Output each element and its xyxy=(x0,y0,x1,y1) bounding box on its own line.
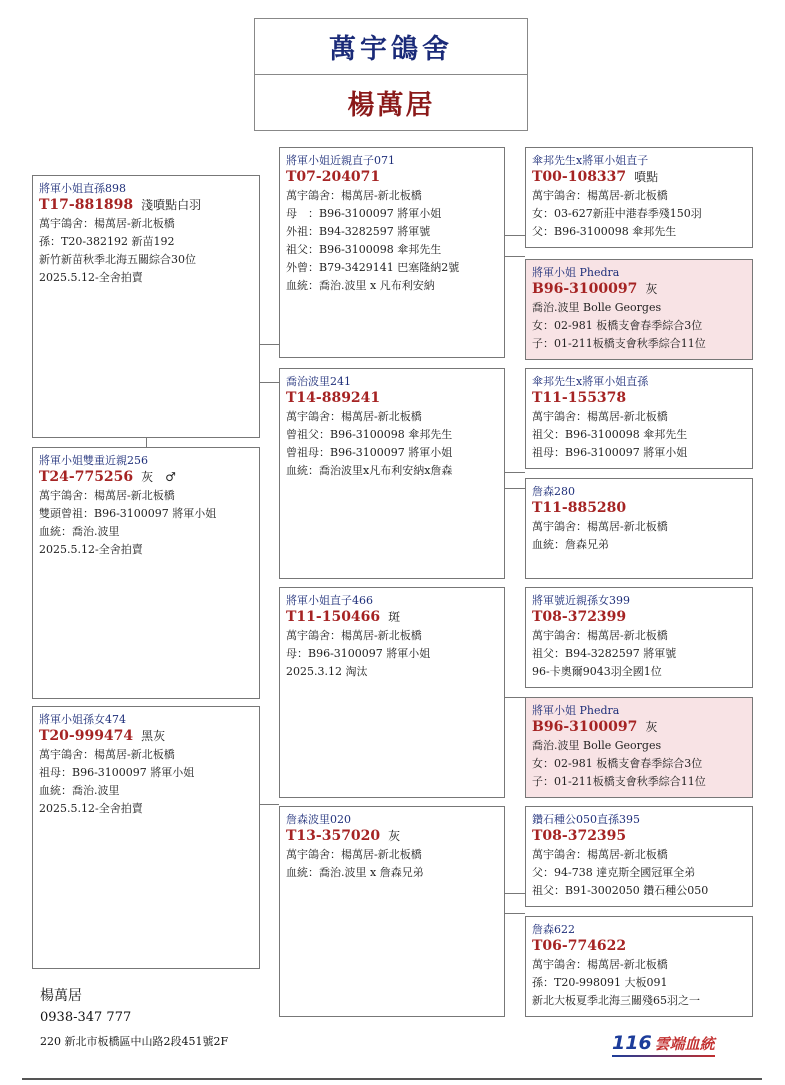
ring-number: T11-885280 xyxy=(532,500,627,516)
feather-color: 黑灰 xyxy=(141,729,166,743)
pedigree-card-sire xyxy=(279,147,505,358)
info-line: 萬宇鴿舍：楊萬居-新北板橋 xyxy=(39,489,175,502)
info-line: 母：B96-3100097 將軍小姐 xyxy=(286,647,431,660)
info-line: 萬宇鴿舍：楊萬居-新北板橋 xyxy=(286,629,422,642)
pedigree-card-dam-sire xyxy=(525,368,753,469)
info-line: 祖母：B96-3100097 將軍小姐 xyxy=(39,766,195,779)
info-line: 孫：T20-382192 新苗192 xyxy=(39,235,175,248)
pedigree-card-dam-dam xyxy=(525,478,753,579)
info-line: 血統：喬治.波里 xyxy=(39,784,120,797)
info-line: 外祖：B94-3282597 將軍號 xyxy=(286,225,431,238)
pigeon-name: 將軍小姐孫女474 xyxy=(39,713,126,726)
info-line: 女：02-981 板橋支會春季綜合3位 xyxy=(532,757,703,770)
feather-color: 灰 xyxy=(388,829,401,843)
pigeon-name: 將軍小姐 Phedra xyxy=(532,266,620,279)
info-line: 萬宇鴿舍：楊萬居-新北板橋 xyxy=(532,848,668,861)
info-line: 女：02-981 板橋支會春季綜合3位 xyxy=(532,319,703,332)
connector-line xyxy=(259,382,279,383)
info-line: 2025.5.12-全舍拍賣 xyxy=(39,271,143,284)
connector-line xyxy=(259,804,279,805)
ring-number: T08-372395 xyxy=(532,828,627,844)
info-line: 血統：喬治.波里 xyxy=(39,525,120,538)
info-line: 子：01-211板橋支會秋季綜合11位 xyxy=(532,337,706,350)
info-line: 萬宇鴿舍：楊萬居-新北板橋 xyxy=(286,189,422,202)
header-owner-box xyxy=(254,74,528,131)
info-line: 萬宇鴿舍：楊萬居-新北板橋 xyxy=(286,410,422,423)
info-line: 萬宇鴿舍：楊萬居-新北板橋 xyxy=(39,748,175,761)
pedigree-card-pair2-dam xyxy=(279,806,505,1017)
pedigree-card-pair2-dam-dam xyxy=(525,916,753,1017)
pigeon-name: 鑽石種公050直孫395 xyxy=(532,813,640,826)
pigeon-name: 將軍小姐直孫898 xyxy=(39,182,126,195)
pigeon-name: 喬治波里241 xyxy=(286,375,351,388)
info-line: 血統：詹森兄弟 xyxy=(532,538,609,551)
info-line: 萬宇鴿舍：楊萬居-新北板橋 xyxy=(532,520,668,533)
pedigree-card-pair2-sire-dam xyxy=(525,697,753,798)
connector-line xyxy=(505,893,525,894)
feather-color: 淺噴點白羽 xyxy=(141,198,202,212)
ring-number: T11-150466 斑 xyxy=(286,609,401,625)
connector-line xyxy=(505,472,525,473)
pedigree-card-dam xyxy=(279,368,505,579)
footer-phone: 0938-347 777 xyxy=(40,1010,132,1025)
connector-line xyxy=(505,235,525,236)
cloud-pedigree-logo xyxy=(612,1032,715,1057)
ring-number: T14-889241 xyxy=(286,390,381,406)
ring-number: T11-155378 xyxy=(532,390,627,406)
info-line: 祖父：B96-3100098 傘邦先生 xyxy=(532,428,688,441)
pigeon-name: 詹森280 xyxy=(532,485,575,498)
pedigree-card-sibling-1 xyxy=(32,447,260,699)
info-line: 孫：T20-998091 大板091 xyxy=(532,976,668,989)
ring-number: T13-357020 灰 xyxy=(286,828,401,844)
pigeon-name: 將軍小姐直子466 xyxy=(286,594,373,607)
info-line: 母 ：B96-3100097 將軍小姐 xyxy=(286,207,442,220)
pedigree-card-sire-dam xyxy=(525,259,753,360)
info-line: 2025.3.12 淘汰 xyxy=(286,665,368,678)
loft-title: 萬宇鴿舍 xyxy=(329,34,453,65)
pedigree-card-sire-sire xyxy=(525,147,753,248)
info-line: 祖父：B91-3002050 鑽石種公050 xyxy=(532,884,709,897)
info-line: 父：B96-3100098 傘邦先生 xyxy=(532,225,677,238)
pigeon-name: 將軍小姐近親直子071 xyxy=(286,154,395,167)
ring-number: T20-999474 黑灰 xyxy=(39,728,166,744)
pedigree-card-subject xyxy=(32,175,260,438)
pigeon-name: 詹森622 xyxy=(532,923,575,936)
pigeon-name: 傘邦先生x將軍小姐直孫 xyxy=(532,375,649,388)
logo-number: 116 xyxy=(612,1032,652,1054)
info-line: 祖父：B96-3100098 傘邦先生 xyxy=(286,243,442,256)
info-line: 喬治.波里 Bolle Georges xyxy=(532,301,662,314)
pedigree-card-pair2-dam-sire xyxy=(525,806,753,907)
info-line: 萬宇鴿舍：楊萬居-新北板橋 xyxy=(532,189,668,202)
info-line: 96-卡奧爾9043羽全國1位 xyxy=(532,665,662,678)
footer-address: 220 新北市板橋區中山路2段451號2F xyxy=(40,1035,229,1048)
ring-number: T06-774622 xyxy=(532,938,627,954)
info-line: 萬宇鴿舍：楊萬居-新北板橋 xyxy=(532,410,668,423)
feather-color: 灰 xyxy=(645,720,658,734)
feather-color: 灰 ♂ xyxy=(141,470,176,484)
pigeon-name: 詹森波里020 xyxy=(286,813,351,826)
pedigree-card-sibling-2 xyxy=(32,706,260,969)
pedigree-card-pair2-sire xyxy=(279,587,505,798)
info-line: 喬治.波里 Bolle Georges xyxy=(532,739,662,752)
pigeon-name: 將軍小姐雙重近親256 xyxy=(39,454,148,467)
feather-color: 噴點 xyxy=(634,170,659,184)
info-line: 曾祖母：B96-3100097 將軍小姐 xyxy=(286,446,453,459)
ring-number: T24-775256 灰 ♂ xyxy=(39,469,176,485)
footer-owner: 楊萬居 xyxy=(40,988,82,1004)
info-line: 新竹新苗秋季北海五關綜合30位 xyxy=(39,253,196,266)
ring-number: T08-372399 xyxy=(532,609,627,625)
ring-number: B96-3100097 灰 xyxy=(532,281,658,297)
logo-underline xyxy=(612,1055,715,1057)
pigeon-name: 將軍號近親孫女399 xyxy=(532,594,630,607)
info-line: 雙頭曾祖：B96-3100097 將軍小姐 xyxy=(39,507,217,520)
info-line: 血統：喬治波里x凡布利安納x詹森 xyxy=(286,464,453,477)
connector-line xyxy=(259,344,279,345)
info-line: 萬宇鴿舍：楊萬居-新北板橋 xyxy=(532,629,668,642)
ring-number: T17-881898 淺噴點白羽 xyxy=(39,197,202,213)
connector-line xyxy=(505,256,525,257)
feather-color: 斑 xyxy=(388,610,401,624)
pigeon-name: 傘邦先生x將軍小姐直子 xyxy=(532,154,649,167)
info-line: 女：03-627新莊中港春季殘150羽 xyxy=(532,207,702,220)
ring-number: B96-3100097 灰 xyxy=(532,719,658,735)
pigeon-name: 將軍小姐 Phedra xyxy=(532,704,620,717)
connector-line xyxy=(505,488,525,489)
info-line: 祖母：B96-3100097 將軍小姐 xyxy=(532,446,688,459)
owner-title: 楊萬居 xyxy=(347,90,435,121)
info-line: 子：01-211板橋支會秋季綜合11位 xyxy=(532,775,706,788)
ring-number: T00-108337 噴點 xyxy=(532,169,659,185)
info-line: 萬宇鴿舍：楊萬居-新北板橋 xyxy=(532,958,668,971)
info-line: 2025.5.12-全舍拍賣 xyxy=(39,802,143,815)
info-line: 2025.5.12-全舍拍賣 xyxy=(39,543,143,556)
info-line: 萬宇鴿舍：楊萬居-新北板橋 xyxy=(286,848,422,861)
pedigree-card-pair2-sire-sire xyxy=(525,587,753,688)
logo-text: 雲端血統 xyxy=(654,1035,715,1053)
ring-number: T07-204071 xyxy=(286,169,381,185)
info-line: 外曾：B79-3429141 巴塞隆納2號 xyxy=(286,261,460,274)
info-line: 血統：喬治.波里 x 凡布利安納 xyxy=(286,279,435,292)
header-title-box xyxy=(254,18,528,75)
info-line: 祖父：B94-3282597 將軍號 xyxy=(532,647,677,660)
connector-line xyxy=(505,697,525,698)
info-line: 曾祖父：B96-3100098 傘邦先生 xyxy=(286,428,453,441)
info-line: 新北大板夏季北海三關殘65羽之一 xyxy=(532,994,700,1007)
info-line: 萬宇鴿舍：楊萬居-新北板橋 xyxy=(39,217,175,230)
feather-color: 灰 xyxy=(645,282,658,296)
bottom-divider xyxy=(22,1078,762,1080)
info-line: 血統：喬治.波里 x 詹森兄弟 xyxy=(286,866,424,879)
info-line: 父：94-738 達克斯全國冠軍全弟 xyxy=(532,866,696,879)
connector-line xyxy=(505,913,525,914)
connector-line xyxy=(146,437,147,447)
